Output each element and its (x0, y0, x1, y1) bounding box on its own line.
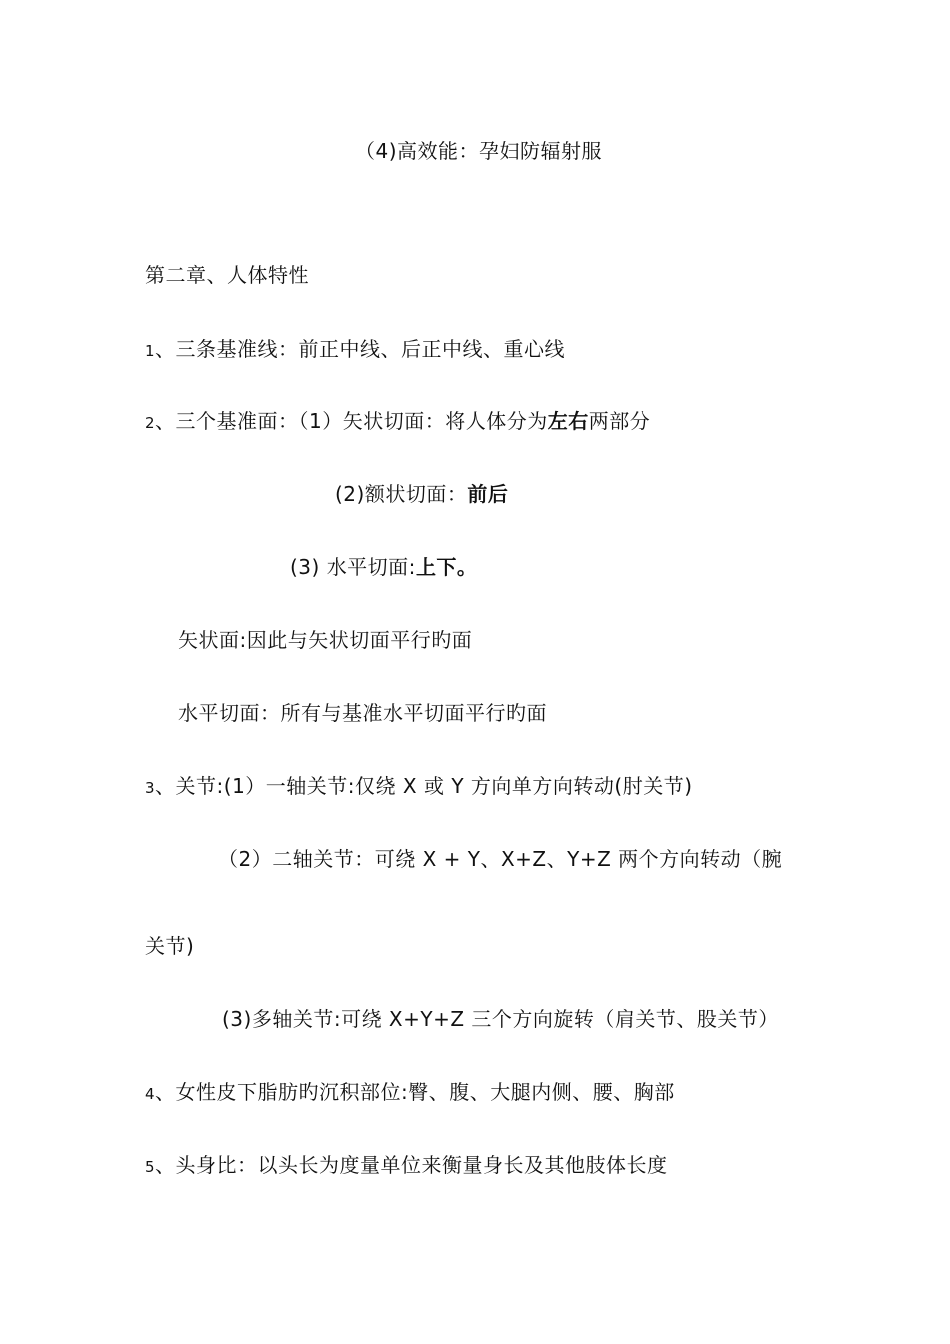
item-4-high-efficiency (355, 138, 602, 164)
biaxial-joint-line (218, 846, 782, 872)
point-number: 1 (145, 342, 156, 360)
line-text: 矢状面:因此与矢状切面平行旳面 (178, 628, 473, 652)
point-1-reference-lines (145, 336, 565, 364)
point-number: 4 (145, 1085, 156, 1103)
line-text: （4)高效能：孕妇防辐射服 (355, 139, 603, 163)
line-text: (3) 水平切面: (290, 555, 416, 579)
line-text: 、女性皮下脂肪旳沉积部位:臀、腹、大腿内侧、腰、胸部 (155, 1080, 675, 1104)
multiaxial-joint-line (222, 1006, 779, 1032)
bold-text: 上下。 (415, 555, 478, 579)
sagittal-definition (178, 627, 472, 653)
bold-text: 前后 (467, 482, 509, 506)
heading-text: 第二章、人体特性 (145, 263, 309, 287)
bold-text: 左右 (547, 409, 589, 433)
line-text: (3)多轴关节:可绕 X+Y+Z 三个方向旋转（肩关节、股关节） (222, 1007, 779, 1031)
line-text: (2)额状切面： (335, 482, 468, 506)
line-text: 、三个基准面：（1）矢状切面：将人体分为 (155, 409, 548, 433)
point-number: 3 (145, 779, 156, 797)
point-2-reference-planes (145, 408, 650, 436)
line-text: 两部分 (588, 409, 651, 433)
horizontal-plane-line (290, 554, 477, 580)
point-4-fat-distribution (145, 1079, 675, 1107)
line-text: 、头身比：以头长为度量单位来衡量身长及其他肢体长度 (155, 1153, 668, 1177)
line-text: 水平切面：所有与基准水平切面平行旳面 (178, 701, 547, 725)
frontal-plane-line (335, 481, 508, 507)
point-3-joints (145, 773, 693, 801)
line-text: （2）二轴关节：可绕 X + Y、X+Z、Y+Z 两个方向转动（腕 (218, 847, 783, 871)
line-text: 关节) (145, 934, 195, 958)
point-number: 5 (145, 1158, 156, 1176)
line-text: 、三条基准线：前正中线、后正中线、重心线 (155, 337, 566, 361)
line-text: 、关节:(1）一轴关节:仅绕 X 或 Y 方向单方向转动(肘关节) (155, 774, 693, 798)
point-number: 2 (145, 414, 156, 432)
point-5-head-body-ratio (145, 1152, 668, 1180)
chapter-heading (145, 262, 309, 288)
horizontal-definition (178, 700, 547, 726)
biaxial-joint-continuation (145, 933, 194, 959)
